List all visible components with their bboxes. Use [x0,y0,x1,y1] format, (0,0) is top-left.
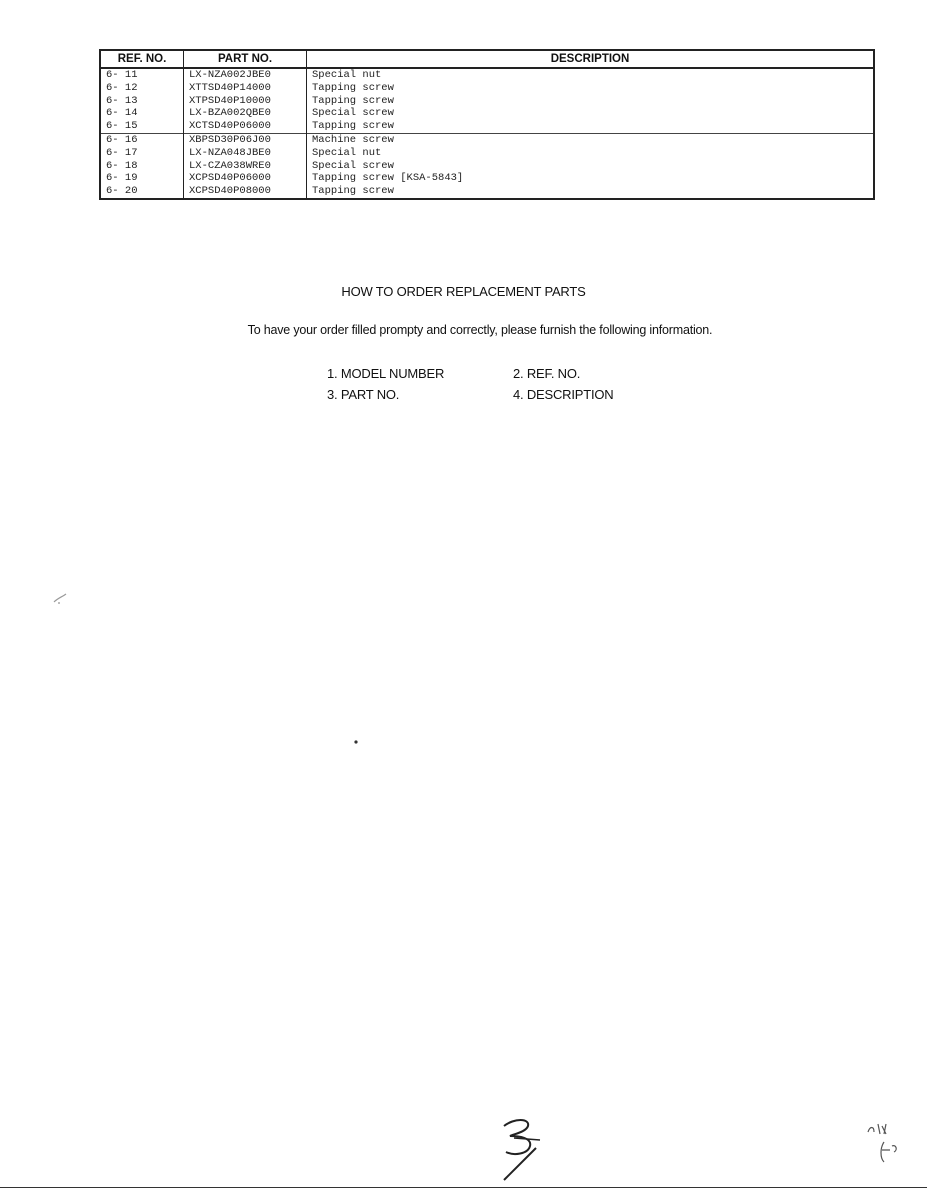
cell-description: Special screw [307,160,875,173]
header-description: DESCRIPTION [307,50,875,68]
cell-description: Special nut [307,68,875,82]
cell-ref-no: 6- 15 [100,120,184,133]
cell-description: Special screw [307,107,875,120]
cell-ref-no: 6- 19 [100,172,184,185]
required-info-model-number: 1. MODEL NUMBER [327,366,445,381]
cell-part-no: XTTSD40P14000 [184,82,307,95]
cell-ref-no: 6- 18 [100,160,184,173]
cell-part-no: XCPSD40P08000 [184,185,307,199]
table-row [100,120,874,133]
cell-description: Tapping screw [307,185,875,199]
cell-description: Tapping screw [307,82,875,95]
handwritten-signature-mark [490,1112,560,1186]
table-row [100,68,874,82]
header-part-no: PART NO. [184,50,307,68]
cell-part-no: XCPSD40P06000 [184,172,307,185]
cell-description: Special nut [307,147,875,160]
table-header-row [100,50,874,68]
table-row [100,185,874,199]
required-info-part-no: 3. PART NO. [327,387,400,402]
footer-rule [0,1187,927,1188]
cell-ref-no: 6- 11 [100,68,184,82]
table-row [100,82,874,95]
cell-part-no: XTPSD40P10000 [184,95,307,108]
table-row [100,160,874,173]
table-row [100,133,874,146]
scan-dot-mark [352,738,360,746]
order-instructions-title: HOW TO ORDER REPLACEMENT PARTS [341,284,586,299]
cell-part-no: XBPSD30P06J00 [184,133,307,146]
cell-ref-no: 6- 12 [100,82,184,95]
cell-ref-no: 6- 14 [100,107,184,120]
cell-description: Tapping screw [307,120,875,133]
required-info-ref-no: 2. REF. NO. [513,366,581,381]
cell-ref-no: 6- 16 [100,133,184,146]
cell-ref-no: 6- 20 [100,185,184,199]
required-info-description: 4. DESCRIPTION [513,387,614,402]
table-row [100,172,874,185]
table-row [100,95,874,108]
cell-description: Tapping screw [307,95,875,108]
cell-ref-no: 6- 17 [100,147,184,160]
cell-part-no: LX-NZA048JBE0 [184,147,307,160]
scan-speck-mark [50,588,74,608]
cell-part-no: LX-CZA038WRE0 [184,160,307,173]
cell-part-no: LX-NZA002JBE0 [184,68,307,82]
cell-ref-no: 6- 13 [100,95,184,108]
cell-description: Tapping screw [KSA-5843] [307,172,875,185]
handwritten-initials-mark [862,1118,902,1168]
cell-part-no: XCTSD40P06000 [184,120,307,133]
cell-part-no: LX-BZA002QBE0 [184,107,307,120]
cell-description: Machine screw [307,133,875,146]
table-row [100,107,874,120]
order-instructions-intro: To have your order filled prompty and correctly, please furnish the following information. [247,323,713,337]
header-ref-no: REF. NO. [100,50,184,68]
table-row [100,147,874,160]
parts-table [99,49,875,200]
